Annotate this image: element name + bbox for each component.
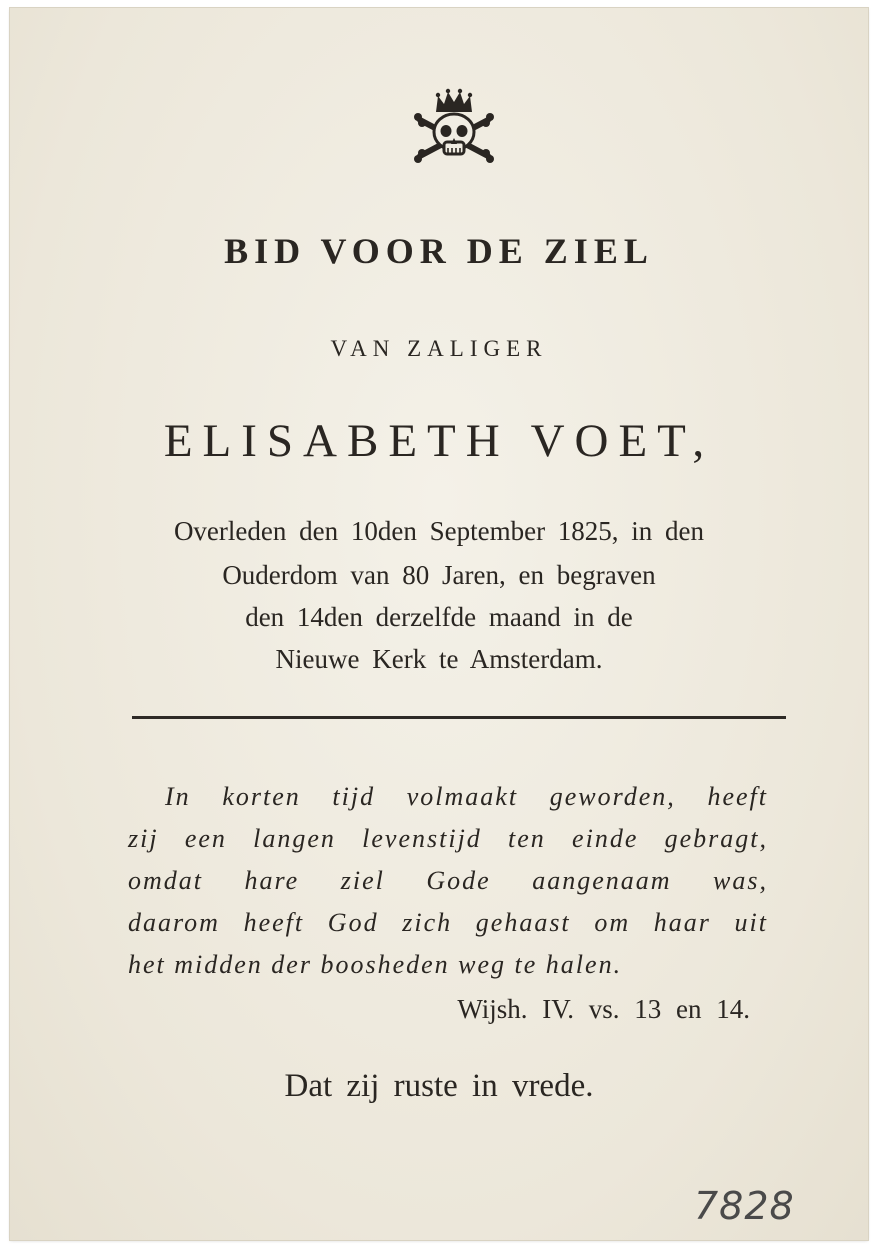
prayer-card	[10, 8, 868, 1240]
closing-blessing: Dat zij ruste in vrede.	[284, 1068, 594, 1104]
scripture-quote-line: het midden der boosheden weg te halen.	[128, 950, 623, 979]
deceased-name: ELISABETH VOET,	[163, 415, 715, 467]
scripture-quote-line: In korten tijd volmaakt geworden, heeft	[165, 782, 768, 811]
death-details-line: Nieuwe Kerk te Amsterdam.	[275, 644, 603, 674]
card-subheading: VAN ZALIGER	[330, 336, 548, 361]
death-details-line: Ouderdom van 80 Jaren, en begraven	[222, 560, 656, 590]
scripture-reference: Wijsh. IV. vs. 13 en 14.	[457, 994, 750, 1024]
crowned-skull-crossbones-icon	[412, 86, 496, 172]
card-heading: BID VOOR DE ZIEL	[224, 231, 654, 271]
scripture-quote-line: zij een langen levenstijd ten einde gebragt,	[128, 824, 768, 853]
inventory-number: 7828	[694, 1184, 795, 1228]
death-details-line: den 14den derzelfde maand in de	[245, 602, 633, 632]
divider-rule	[132, 716, 786, 719]
scripture-quote-line: daarom heeft God zich gehaast om haar uit	[128, 908, 768, 937]
scripture-quote-line: omdat hare ziel Gode aangenaam was,	[128, 866, 768, 895]
death-details-line: Overleden den 10den September 1825, in den	[173, 516, 705, 546]
